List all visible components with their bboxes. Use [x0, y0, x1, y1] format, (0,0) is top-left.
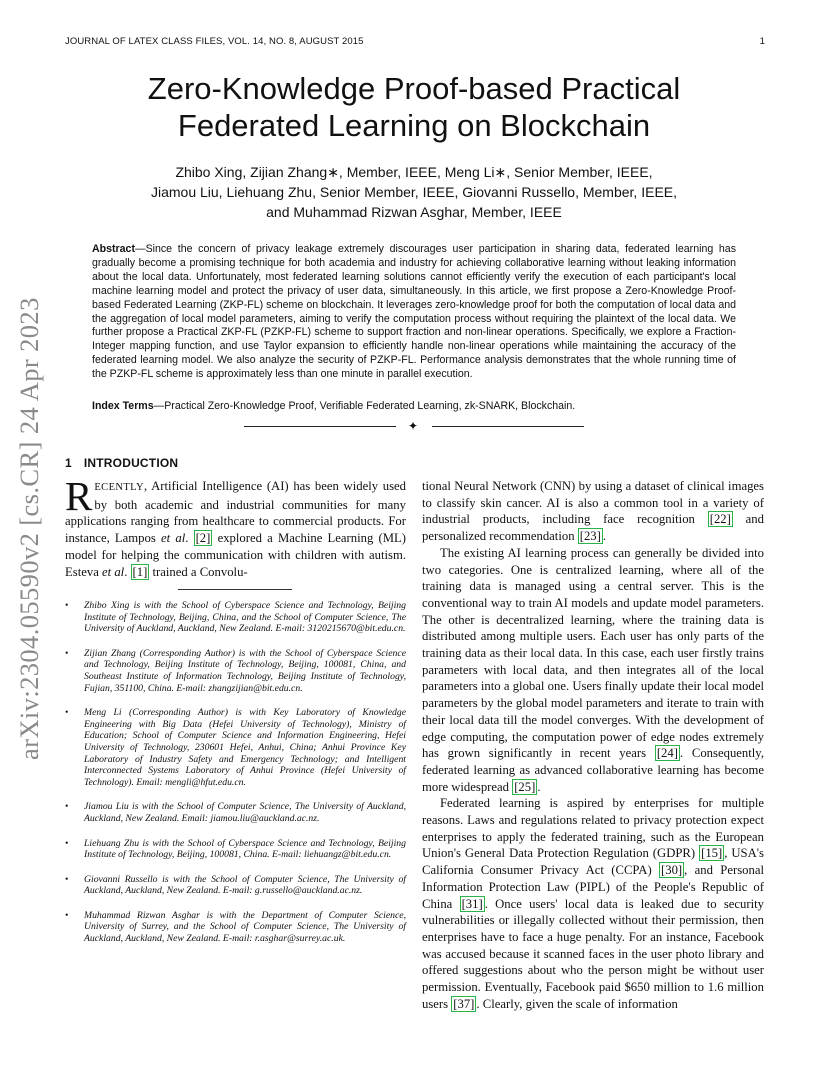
footnote-item: [65, 874, 406, 897]
footnote-text: Zijian Zhang (Corresponding Author) is with the School of Cyberspace Science and Technology, Beijing Institute of Technology, Beijing, 100081, China, and Southeast Institute of Information Technology, Beijing Institute of Technology, Fujian, 351100, China. E-mail: zhangzijian@bit.edu.cn.: [84, 647, 406, 694]
footnote-rule: [178, 589, 292, 590]
body-text: . Once users' local data is leaked due to security vulnerabilities or illegally collected without their permission, then enterprises have to face a huge penalty. For an instance, Facebook was accused because it scanned faces in the user photo library and offered suggestions about who the person might be without user permission. Eventually, Facebook paid $650 million to 1.6 million users: [422, 896, 764, 1011]
abstract-label: Abstract: [92, 243, 135, 255]
journal-name: JOURNAL OF LATEX CLASS FILES, VOL. 14, NO. 8, AUGUST 2015: [65, 36, 364, 47]
bullet-icon: •: [65, 801, 69, 813]
index-terms-text: —Practical Zero-Knowledge Proof, Verifiable Federated Learning, zk-SNARK, Blockchain.: [153, 400, 576, 412]
body-text: , USA's California Consumer Privacy Act (CCPA): [422, 846, 764, 878]
bullet-icon: •: [65, 909, 69, 921]
authors-line-1: Zhibo Xing, Zijian Zhang∗, Member, IEEE, Meng Li∗, Senior Member, IEEE,: [175, 164, 653, 180]
et-al: et al: [102, 564, 125, 579]
body-text: The existing AI learning process can generally be divided into two categories. One is centralized learning, where all of the training data is managed using a central server. This is the conventional way to train AI models and update model parameters. The other is decentralized learning, where the training data is distributed among multiple users. Each user has only parts of the training data as their local data. In this case, each user firstly trains parameters with local data, and then integrates all of the local parameters into a global one. Users finally update their local model parameters by the global model parameters and iterate to train with their local data till the model converges. With the development of edge computing, the computation power of edge nodes extremely has grown significantly in recent years: [422, 545, 764, 761]
paragraph: [422, 545, 764, 796]
body-text: tional Neural Network (CNN) by using a dataset of clinical images to classify skin cancer. AI is also a common tool in a variety of industrial products, including face recognition: [422, 479, 764, 527]
authors-line-3: and Muhammad Rizwan Asghar, Member, IEEE: [266, 204, 562, 220]
title-line-2: Federated Learning on Blockchain: [177, 108, 651, 143]
authors-line-2: Jiamou Liu, Liehuang Zhu, Senior Member, IEEE, Giovanni Russello, Member, IEEE,: [150, 184, 678, 200]
body-text: .: [602, 529, 607, 544]
divider-rule-left: [244, 426, 396, 427]
citation-link[interactable]: [31]: [461, 896, 483, 911]
footnote-item: [65, 707, 406, 788]
intro-text: .: [185, 531, 194, 546]
bullet-icon: •: [65, 707, 69, 719]
footnote-text: Muhammad Rizwan Asghar is with the Department of Computer Science, University of Surrey, and the School of Computer Science, The University of Auckland, Auckland, New Zealand. E-mail: r.asghar@surrey.ac.uk.: [84, 909, 406, 945]
body-text: and personalized recommendation: [422, 512, 764, 544]
affiliation-footnotes: [65, 600, 406, 958]
abstract: [92, 243, 736, 382]
bullet-icon: •: [65, 873, 69, 885]
citation-link[interactable]: [23]: [579, 529, 601, 544]
section-title: INTRODUCTION: [83, 456, 179, 470]
body-text: Federated learning is aspired by enterprises for multiple reasons. Laws and regulations related to privacy protection expect enterprises to apply the federated training, such as the European Union's General Data Protection Regulation (GDPR): [422, 796, 764, 861]
paper-title: [80, 70, 748, 144]
paragraph: [422, 795, 764, 1012]
footnote-text: Giovanni Russello is with the School of Computer Science, The University of Auckland, Auckland, New Zealand. E-mail: g.russello@auckland.ac.nz.: [84, 873, 406, 897]
bullet-icon: •: [65, 600, 69, 611]
body-text: , and Personal Information Protection Law (PIPL) of the People's Republic of China: [422, 863, 764, 911]
footnote-item: [65, 838, 406, 861]
diamond-ornament-icon: ✦: [408, 419, 419, 433]
footnote-text: Meng Li (Corresponding Author) is with Key Laboratory of Knowledge Engineering with Big Data (Hefei University of Technology), Ministry of Education; School of Computer Science and Information Engineering, Hefei University of Technology, 230601 Hefei, Anhui, China; Anhui Province Key Laboratory of Industry Safety and Emergency Technology; and Intelligent Interconnected Systems Laboratory of Anhui Province (Hefei University of Technology). Email: mengli@hfut.edu.cn.: [84, 707, 406, 788]
citation-link[interactable]: [22]: [709, 512, 731, 527]
author-list: [80, 162, 748, 222]
intro-text: .: [124, 564, 131, 579]
footnote-text: Zhibo Xing is with the School of Cyberspace Science and Technology, Beijing Institute of Technology, Beijing, China, and the School of Computer Science, The University of Auckland, Auckland, New Zealand. E-mail: 3120215670@bit.edu.cn.: [84, 600, 406, 635]
page-number: 1: [759, 36, 765, 47]
drop-cap: R: [65, 473, 93, 519]
arxiv-stamp: arXiv:2304.05590v2 [cs.CR] 24 Apr 2023: [14, 297, 44, 760]
paragraph: [422, 478, 764, 545]
section-number: 1: [65, 456, 72, 470]
right-column-text: [422, 478, 764, 1013]
citation-link[interactable]: [1]: [132, 564, 148, 579]
footnote-text: Liehuang Zhu is with the School of Cyberspace Science and Technology, Beijing Institute of Technology, Beijing, 100081, China. E-mail: liehuangz@bit.edu.cn.: [84, 837, 406, 861]
intro-text: trained a Convolu-: [149, 564, 248, 579]
citation-link[interactable]: [24]: [656, 746, 678, 761]
divider-rule-right: [432, 426, 584, 427]
section-heading: [65, 456, 178, 470]
left-column-text: [65, 473, 406, 580]
section-divider: [244, 420, 584, 434]
footnote-item: [65, 910, 406, 945]
small-caps-word: ECENTLY: [94, 482, 144, 493]
abstract-text: —Since the concern of privacy leakage extremely discourages user participation in sharing data, federated learning has gradually become a promising technique for both academia and industry for achieving collaborative learning without leaking information about the local data. Unfortunately, most federated learning solutions cannot efficiently verify the execution of each participant's local machine learning model and protect the privacy of user data, simultaneously. In this article, we first propose a Zero-Knowledge Proof-based Federated Learning (ZKP-FL) scheme on blockchain. It leverages zero-knowledge proof for both the computation of local data and the aggregation of local model parameters, aiming to verify the computation process without requiring the plaintext of the local data. We further propose a Practical ZKP-FL (PZKP-FL) scheme to support fraction and non-linear operations. Specifically, we explore a Fraction-Integer mapping function, and use Taylor expansion to efficiently handle non-linear operations while maintaining the accuracy of the federated learning model. We also analyze the security of PZKP-FL. Performance analysis demonstrates that the whole running time of the PZKP-FL scheme is approximately less than one minute in parallel execution.: [92, 243, 736, 381]
bullet-icon: •: [65, 647, 69, 659]
body-text: . Clearly, given the scale of information: [476, 996, 678, 1011]
footnote-text: Jiamou Liu is with the School of Computer Science, The University of Auckland, Auckland, New Zealand. Email: jiamou.liu@auckland.ac.nz.: [84, 801, 406, 824]
footnote-item: [65, 648, 406, 694]
footnote-item: [65, 801, 406, 824]
bullet-icon: •: [65, 837, 69, 849]
body-text: . Consequently, federated learning as advanced collaborative learning has become more widespread: [422, 746, 765, 794]
index-terms-label: Index Terms: [92, 400, 154, 412]
citation-link[interactable]: [15]: [701, 846, 723, 861]
citation-link[interactable]: [25]: [514, 779, 536, 794]
footnote-item: [65, 600, 406, 635]
intro-text: , Artificial Intelligence (AI) has been widely used by both academic and industrial communities for many applications ranging from healthcare to commercial products. For instance, Lampos: [65, 479, 406, 546]
running-header: [65, 36, 765, 47]
et-al: et al: [161, 531, 186, 546]
citation-link[interactable]: [2]: [195, 531, 211, 546]
body-text: .: [537, 779, 541, 794]
citation-link[interactable]: [37]: [453, 996, 475, 1011]
index-terms: [92, 400, 736, 414]
title-line-1: Zero-Knowledge Proof-based Practical: [147, 71, 681, 106]
citation-link[interactable]: [30]: [661, 863, 683, 878]
intro-text: explored a Machine Learning (ML) model for helping the communication with children with autism. Esteva: [65, 531, 406, 579]
